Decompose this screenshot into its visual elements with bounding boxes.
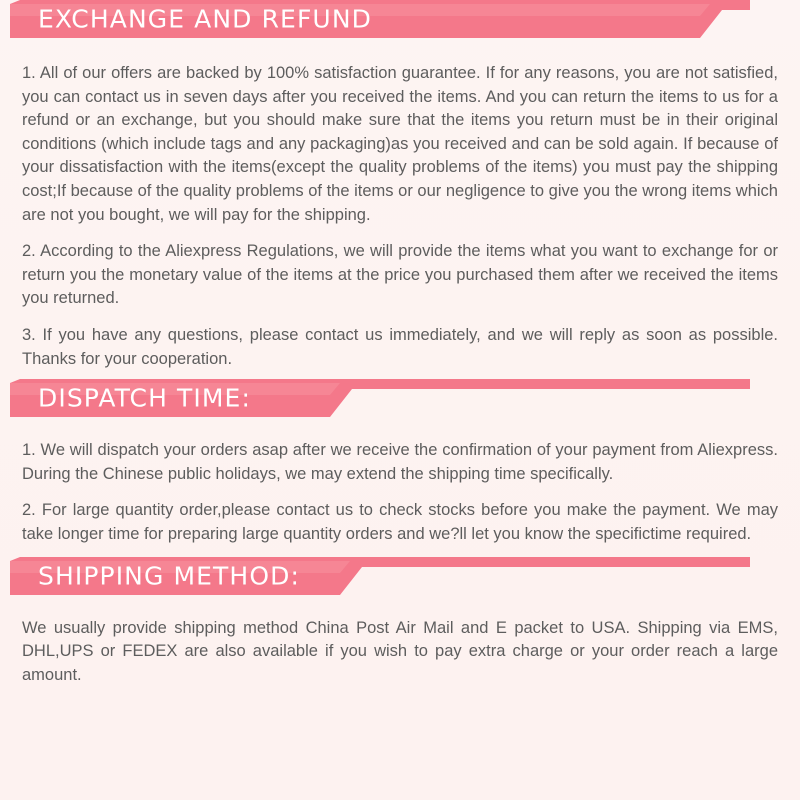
paragraph: 2. According to the Aliexpress Regulations, we will provide the items what you want to exchange for or return you the monetary value of the items at the price you purchased them after we received the items you returned. bbox=[22, 242, 778, 308]
section-header-banner-3 bbox=[10, 557, 750, 595]
paragraph: 3. If you have any questions, please contact us immediately, and we will reply as soon as possible. Thanks for your cooperation. bbox=[22, 325, 778, 368]
paragraph: 2. For large quantity order,please contact us to check stocks before you make the payment. We may take longer time for preparing large quantity orders and we?ll let you know the specifictime required. bbox=[22, 501, 778, 543]
section-header-banner-1 bbox=[10, 0, 750, 38]
paragraph: 1. We will dispatch your orders asap after we receive the confirmation of your payment from Aliexpress. During the Chinese public holidays, we may extend the shipping time specifically. bbox=[22, 441, 778, 483]
section-title-2: DISPATCH TIME: bbox=[38, 383, 251, 413]
section-header-banner-2 bbox=[10, 379, 750, 417]
section-body-3 bbox=[0, 617, 800, 688]
section-dispatch-time bbox=[0, 379, 800, 546]
section-title-1: EXCHANGE AND REFUND bbox=[38, 4, 372, 34]
paragraph: 1. All of our offers are backed by 100% satisfaction guarantee. If for any reasons, you are not satisfied, you can contact us in seven days after you received the items. And you can return the items to us for a refund or an exchange, but you should make sure that the items you return must be in their original conditions (which include tags and any packaging)as you received and can be sold again. If because of your dissatisfaction with the items(except the quality problems of the items) you must pay the shipping cost;If because of the quality problems of the items or our negligence to give you the wrong items which are not you bought, we will pay for the shipping. bbox=[22, 64, 778, 224]
section-body-2 bbox=[0, 439, 800, 546]
section-exchange-and-refund bbox=[0, 0, 800, 371]
section-body-1 bbox=[0, 62, 800, 371]
section-shipping-method bbox=[0, 557, 800, 688]
paragraph: We usually provide shipping method China Post Air Mail and E packet to USA. Shipping via EMS, DHL,UPS or FEDEX are also available if you wish to pay extra charge or your order reach a large amount. bbox=[22, 618, 778, 684]
section-title-3: SHIPPING METHOD: bbox=[38, 561, 300, 590]
